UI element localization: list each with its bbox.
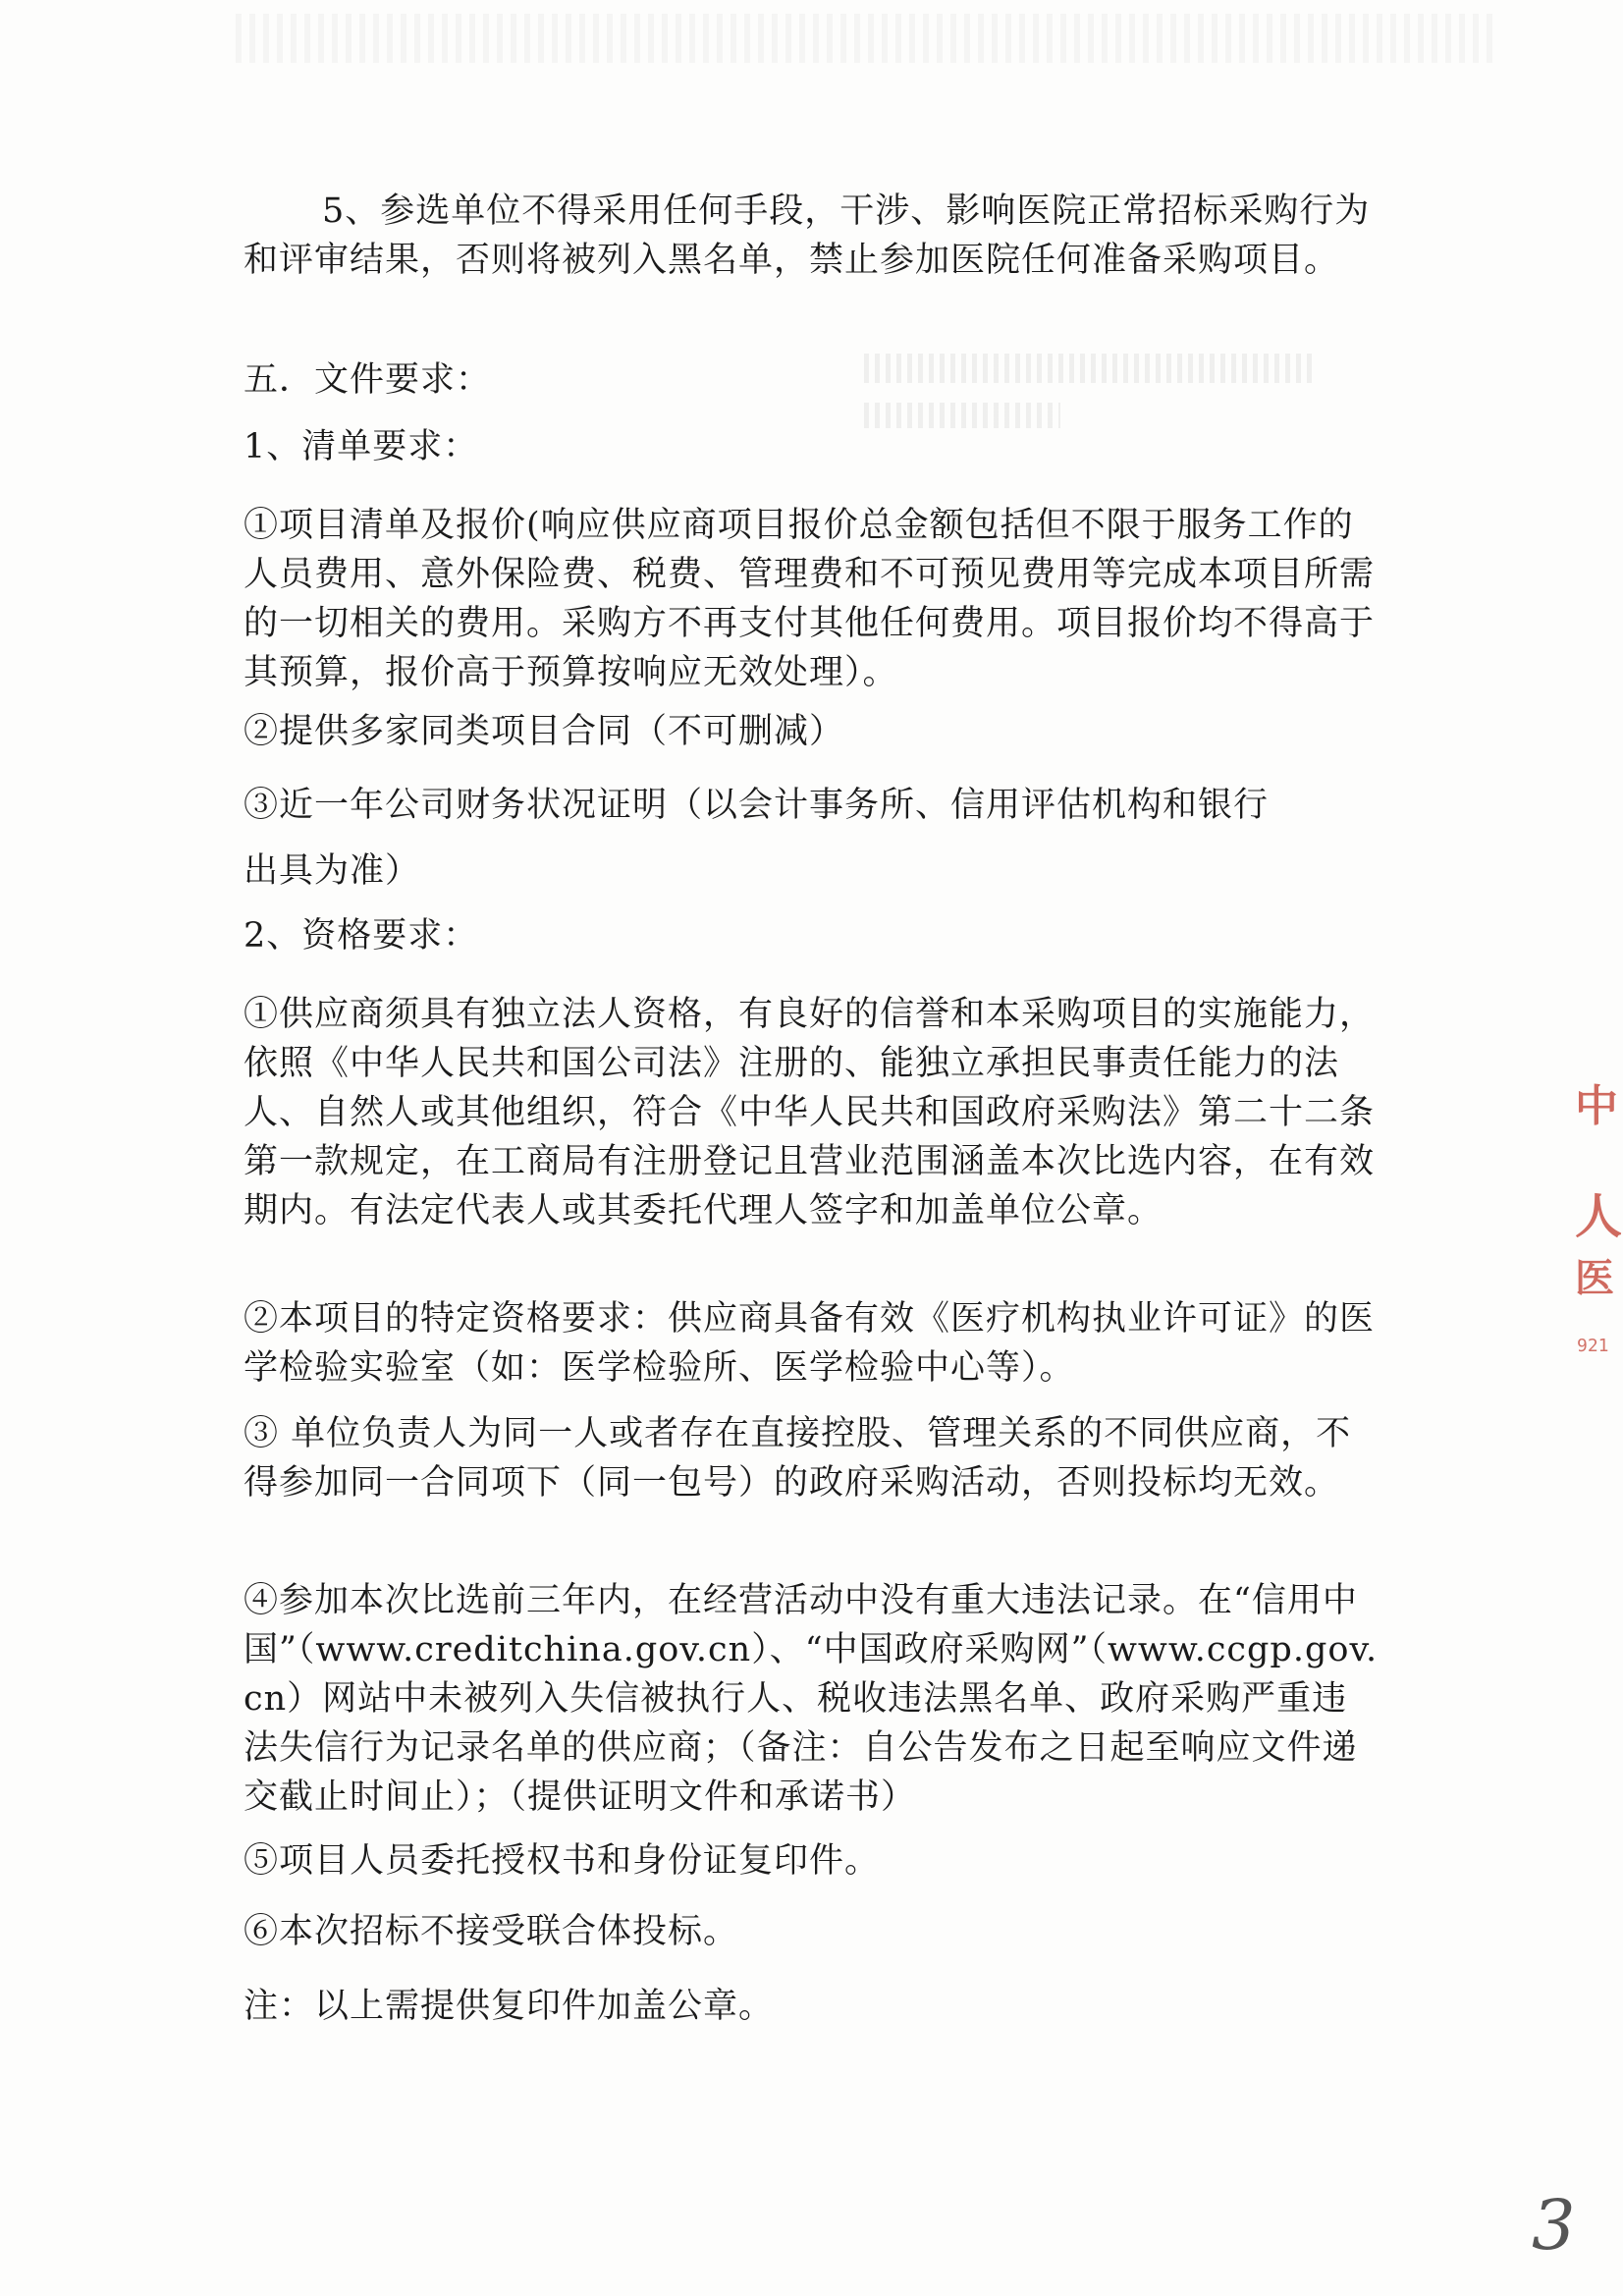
- paragraph-clause-5: 5、参选单位不得采用任何手段，干涉、影响医院正常招标采购行为和评审结果，否则将被列入黑名单，禁止参加医院任何准备采购项目。: [243, 191, 1371, 280]
- list-item-financial-cont: 出具为准）: [243, 851, 421, 891]
- qualification-item-2: ②本项目的特定资格要求：供应商具备有效《医疗机构执业许可证》的医学检验实验室（如：医学检验所、医学检验中心等）。: [243, 1299, 1376, 1388]
- scan-noise-top: [236, 14, 1492, 63]
- qualification-item-6: ⑥本次招标不接受联合体投标。: [243, 1912, 739, 1951]
- list-item-financial: ③近一年公司财务状况证明（以会计事务所、信用评估机构和银行: [243, 786, 1270, 825]
- subheading-list-requirements: 1、清单要求：: [243, 427, 479, 466]
- seal-char: 人: [1575, 1189, 1623, 1244]
- qualification-item-1: ①供应商须具有独立法人资格，有良好的信誉和本采购项目的实施能力，依照《中华人民共和国公司法》注册的、能独立承担民事责任能力的法人、自然人或其他组织，符合《中华人民共和国政府采购法》第二十二条第一款规定，在工商局有注册登记且营业范围涵盖本次比选内容，在有效期内。有法定代表人或其委托代理人签字和加盖单位公章。: [243, 995, 1376, 1230]
- qualification-item-3: ③ 单位负责人为同一人或者存在直接控股、管理关系的不同供应商，不得参加同一合同项下（同一包号）的政府采购活动，否则投标均无效。: [243, 1414, 1352, 1503]
- seal-number: 921: [1577, 1336, 1609, 1356]
- list-item-quote: ①项目清单及报价(响应供应商项目报价总金额包括但不限于服务工作的人员费用、意外保险费、税费、管理费和不可预见费用等完成本项目所需的一切相关的费用。采购方不再支付其他任何费用。项目报价均不得高于其预算，报价高于预算按响应无效处理）。: [243, 506, 1376, 692]
- note-line: 注：以上需提供复印件加盖公章。: [243, 1987, 775, 2026]
- seal-char: 医: [1575, 1256, 1614, 1301]
- subheading-qualification: 2、资格要求：: [243, 916, 479, 956]
- official-seal-partial: [1567, 1051, 1623, 1375]
- handwritten-page-number: 3: [1532, 2185, 1576, 2266]
- list-item-contracts: ②提供多家同类项目合同（不可删减）: [243, 712, 845, 751]
- seal-char: 中: [1575, 1081, 1618, 1131]
- section-heading-file-requirements: 五．文件要求：: [243, 360, 492, 400]
- qualification-item-5: ⑤项目人员委托授权书和身份证复印件。: [243, 1841, 881, 1881]
- qualification-item-4: ④参加本次比选前三年内，在经营活动中没有重大违法记录。在“信用中国”（www.creditchina.gov.cn）、“中国政府采购网”（www.ccgp.gov.cn）网站中未被列入失信被执行人、税收违法黑名单、政府采购严重违法失信行为记录名单的供应商；（备注：自公告发布之日起至响应文件递交截止时间止）；（提供证明文件和承诺书）: [243, 1581, 1379, 1817]
